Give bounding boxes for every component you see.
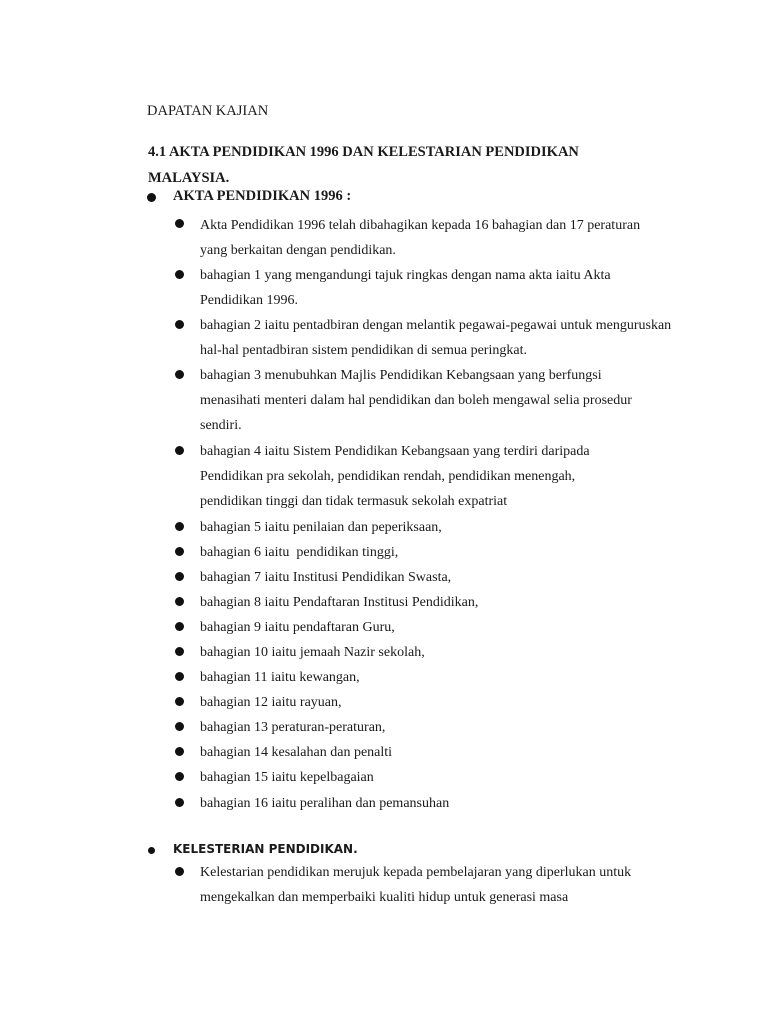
bullet-icon <box>175 446 184 455</box>
list-item: bahagian 16 iaitu peralihan dan pemansuhan <box>200 796 450 811</box>
bullet-icon <box>148 847 155 854</box>
list-item: Akta Pendidikan 1996 telah dibahagikan kepada 16 bahagian dan 17 peraturan yang berkaitan dengan pendidikan. <box>200 218 641 258</box>
list-item: bahagian 12 iaitu rayuan, <box>200 695 342 710</box>
bullet-icon <box>175 867 184 876</box>
section-heading: 4.1 AKTA PENDIDIKAN 1996 DAN KELESTARIAN PENDIDIKAN MALAYSIA. <box>148 144 579 186</box>
list-item: bahagian 3 menubuhkan Majlis Pendidikan Kebangsaan yang berfungsi menasihati menteri dalam hal pendidikan dan boleh mengawal selia prosedur sendiri. <box>200 368 632 433</box>
bullet-icon <box>175 672 184 681</box>
list2-heading: KELESTERIAN PENDIDIKAN. <box>173 842 358 856</box>
bullet-icon <box>175 647 184 656</box>
bullet-icon <box>147 193 156 202</box>
list-item: bahagian 2 iaitu pentadbiran dengan melantik pegawai-pegawai untuk menguruskan hal-hal pentadbiran sistem pendidikan di semua peringkat. <box>200 318 672 358</box>
bullet-icon <box>175 772 184 781</box>
bullet-icon <box>175 370 184 379</box>
bullet-icon <box>175 522 184 531</box>
list-item: bahagian 15 iaitu kepelbagaian <box>200 770 374 785</box>
list-item: bahagian 7 iaitu Institusi Pendidikan Swasta, <box>200 570 452 585</box>
list-item: bahagian 6 iaitu pendidikan tinggi, <box>200 545 399 560</box>
list-item: Kelestarian pendidikan merujuk kepada pembelajaran yang diperlukan untuk mengekalkan dan memperbaiki kualiti hidup untuk generasi masa <box>200 865 632 905</box>
list-item: bahagian 4 iaitu Sistem Pendidikan Kebangsaan yang terdiri daripada Pendidikan pra sekolah, pendidikan rendah, pendidikan menengah, pendidikan tinggi dan tidak termasuk sekolah expatriat <box>200 444 590 509</box>
bullet-icon <box>175 219 184 228</box>
list-item: bahagian 1 yang mengandungi tajuk ringkas dengan nama akta iaitu Akta Pendidikan 1996. <box>200 268 611 308</box>
list-item: bahagian 9 iaitu pendaftaran Guru, <box>200 620 395 635</box>
bullet-icon <box>175 547 184 556</box>
list-item: bahagian 13 peraturan-peraturan, <box>200 720 386 735</box>
bullet-icon <box>175 697 184 706</box>
list1-heading: AKTA PENDIDIKAN 1996 : <box>173 188 352 204</box>
document-title: DAPATAN KAJIAN <box>147 103 269 119</box>
bullet-icon <box>175 270 184 279</box>
bullet-icon <box>175 722 184 731</box>
list-item: bahagian 8 iaitu Pendaftaran Institusi Pendidikan, <box>200 595 479 610</box>
bullet-icon <box>175 622 184 631</box>
bullet-icon <box>175 572 184 581</box>
list-item: bahagian 14 kesalahan dan penalti <box>200 745 393 760</box>
bullet-icon <box>175 747 184 756</box>
list-item: bahagian 5 iaitu penilaian dan peperiksaan, <box>200 520 442 535</box>
bullet-icon <box>175 798 184 807</box>
bullet-icon <box>175 320 184 329</box>
list-item: bahagian 10 iaitu jemaah Nazir sekolah, <box>200 645 425 660</box>
list-item: bahagian 11 iaitu kewangan, <box>200 670 360 685</box>
bullet-icon <box>175 597 184 606</box>
